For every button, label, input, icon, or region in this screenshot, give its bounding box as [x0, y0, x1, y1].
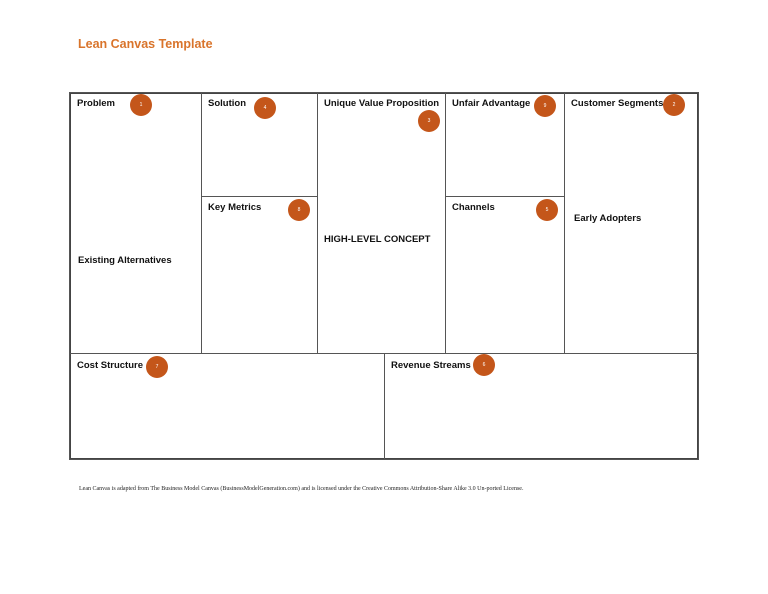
- key-metrics-number-badge: 8: [288, 199, 310, 221]
- page-title: Lean Canvas Template: [78, 37, 213, 51]
- cost-structure-label: Cost Structure: [77, 360, 143, 371]
- problem-label: Problem: [77, 98, 116, 109]
- solution-number-badge: 4: [254, 97, 276, 119]
- customer-segments-label: Customer Segments: [571, 98, 664, 109]
- early-adopters-label: Early Adopters: [574, 213, 642, 224]
- unfair-advantage-number-badge: 9: [534, 95, 556, 117]
- existing-alternatives-label: Existing Alternatives: [78, 255, 172, 266]
- key-metrics-label: Key Metrics: [208, 202, 262, 213]
- channels-number-badge: 5: [536, 199, 558, 221]
- problem-number-badge: 1: [130, 94, 152, 116]
- high-level-concept-label: HIGH-LEVEL CONCEPT: [324, 234, 431, 245]
- customer-segments-number-badge: 2: [663, 94, 685, 116]
- solution-label: Solution: [208, 98, 246, 109]
- license-footer: Lean Canvas is adapted from The Business Model Canvas (BusinessModelGeneration.com) and is licensed under the Creative Commons Attribution-Share Alike 3.0 Un-ported License.: [79, 486, 524, 492]
- uvp-label: Unique Value Proposition: [324, 98, 440, 109]
- revenue-streams-number-badge: 6: [473, 354, 495, 376]
- revenue-streams-label: Revenue Streams: [391, 360, 471, 371]
- uvp-number-badge: 3: [418, 110, 440, 132]
- unfair-advantage-label: Unfair Advantage: [452, 98, 531, 109]
- cost-structure-number-badge: 7: [146, 356, 168, 378]
- problem-cell: [69, 92, 202, 354]
- channels-label: Channels: [452, 202, 495, 213]
